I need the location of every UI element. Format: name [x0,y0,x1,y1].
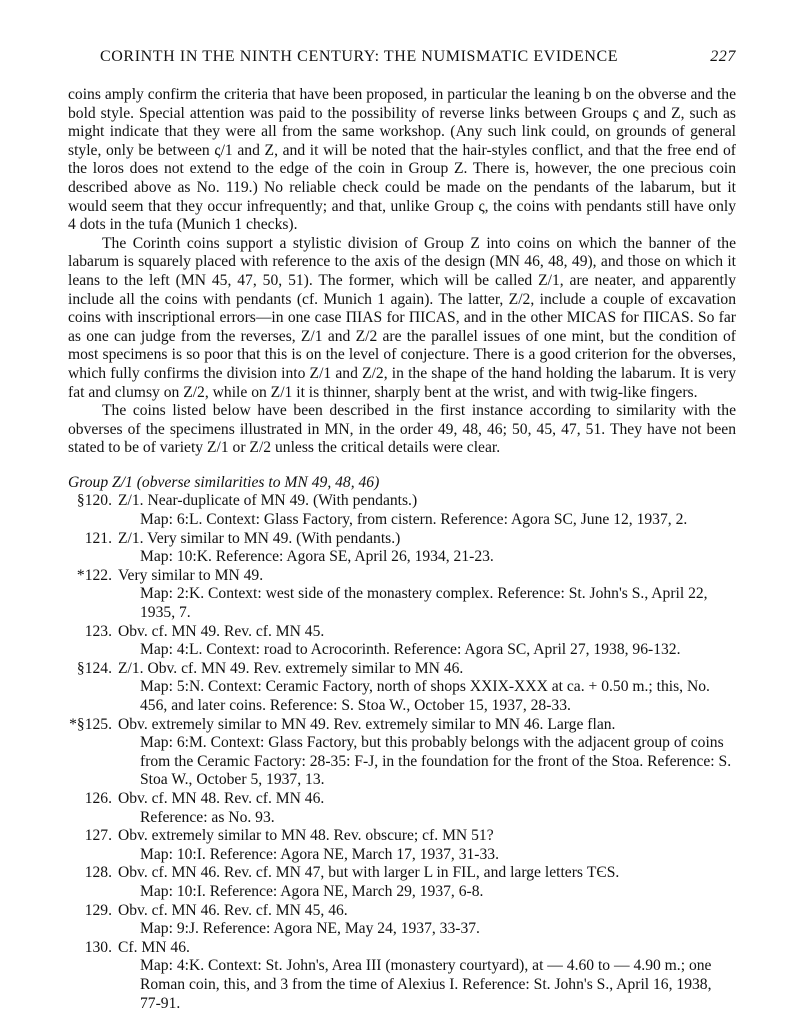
coin-entry [68,716,736,790]
coin-entry [68,790,736,827]
entry-number: 123. [84,622,112,640]
paragraph: coins amply confirm the criteria that have been proposed, in particular the leaning b on the obverse and the bold style. Special attention was paid to the possibility of reverse links between Groups ς and Z, such as might indicate that they were all from the same workshop. (Any such link could, on grounds of general style, only be between ς/1 and Z, and it will be noted that the hair-styles conflict, and that the free end of the loros does not extend to the edge of the coin in Group Z. There is, however, the one precious coin described above as No. 119.) No reliable check could be made on the pendants of the labarum, but it would seem that they occur infrequently; and that, unlike Group ς, the coins with pendants still have only 4 dots in the tufa (Munich 1 checks). [68,86,736,234]
entry-details: Map: 6:M. Context: Glass Factory, but this probably belongs with the adjacent group of coins from the Ceramic Factory: 28-35: F-J, in the foundation for the front of the Stoa. Reference: S. Stoa W., October 5, 1937, 13. [140,734,732,789]
entry-number: 128. [84,864,112,882]
page-number: 227 [710,48,736,65]
paragraph: The Corinth coins support a stylistic division of Group Z into coins on which the banner of the labarum is squarely placed with reference to the axis of the design (MN 46, 48, 49), and those on which it leans to the left (MN 45, 47, 50, 51). The former, which will be called Z/1, are neater, and apparently include all the coins with pendants (cf. Munich 1 again). The latter, Z/2, include a couple of excavation coins with inscriptional errors—in one case ПIAS for ПICAS, and in the other MICAS for ПICAS. So far as one can judge from the reverses, Z/1 and Z/2 are the parallel issues of one mint, but the condition of most specimens is so poor that this is on the level of conjecture. There is a good criterion for the obverses, which fully confirms the division into Z/1 and Z/2, in the shape of the hand holding the labarum. It is very fat and clumsy on Z/2, while on Z/1 it is thinner, sharply bent at the wrist, and with twig-like fingers. [68,234,736,401]
coin-entry-list [68,492,736,1013]
running-title: CORINTH IN THE NINTH CENTURY: THE NUMISMATIC EVIDENCE [100,48,619,65]
entry-number: 121. [84,529,112,547]
coin-entry [68,492,736,529]
coin-entry [68,530,736,567]
entry-number: §124. [76,659,112,677]
entry-description: Obv. cf. MN 46. Rev. cf. MN 45, 46. [118,901,348,919]
entry-number: 129. [84,901,112,919]
entry-description: Z/1. Obv. cf. MN 49. Rev. extremely similar to MN 46. [118,659,464,677]
entry-description: Obv. cf. MN 48. Rev. cf. MN 46. [118,789,325,807]
entry-details: Map: 5:N. Context: Ceramic Factory, north of shops XXIX-XXX at ca. + 0.50 m.; this, No. 456, and later coins. Reference: S. Stoa W., October 15, 1937, 28-33. [140,678,710,714]
entry-description: Obv. extremely similar to MN 48. Rev. obscure; cf. MN 51? [118,827,494,845]
entry-description: Obv. cf. MN 46. Rev. cf. MN 47, but with larger L in FIL, and large letters ΤЄS. [118,864,620,882]
entry-description: Very similar to MN 49. [118,566,264,584]
coin-entry [68,902,736,939]
entry-details: Map: 2:K. Context: west side of the monastery complex. Reference: St. John's S., April 22, 1935, 7. [140,585,708,622]
entry-number: *§125. [69,715,112,733]
coin-entry [68,567,736,623]
entry-description: Obv. cf. MN 49. Rev. cf. MN 45. [118,622,325,640]
coin-entry [68,864,736,901]
entry-details: Map: 4:L. Context: road to Acrocorinth. Reference: Agora SC, April 27, 1938, 96-132. [140,641,681,659]
entry-details: Map: 10:I. Reference: Agora NE, March 17, 1937, 31-33. [140,845,499,863]
entry-details: Map: 10:K. Reference: Agora SE, April 26, 1934, 21-23. [140,548,494,566]
entry-details: Map: 6:L. Context: Glass Factory, from cistern. Reference: Agora SC, June 12, 1937, 2. [140,511,688,529]
coin-entry [68,660,736,716]
article-body [68,86,736,1013]
entry-number: §120. [76,492,112,510]
entry-number: 130. [84,938,112,956]
entry-description: Z/1. Very similar to MN 49. (With pendants.) [118,529,401,547]
group-heading: Group Z/1 (obverse similarities to MN 49, 48, 46) [68,473,380,491]
coin-entry [68,827,736,864]
entry-number: *122. [76,566,112,584]
entry-details: Map: 10:I. Reference: Agora NE, March 29, 1937, 6-8. [140,882,484,900]
paragraph: The coins listed below have been described in the first instance according to similarity with the obverses of the specimens illustrated in MN, in the order 49, 48, 46; 50, 45, 47, 51. They have not been stated to be of variety Z/1 or Z/2 unless the critical details were clear. [68,402,736,457]
entry-description: Obv. extremely similar to MN 49. Rev. extremely similar to MN 46. Large flan. [118,715,616,733]
coin-entry [68,939,736,1013]
coin-entry [68,623,736,660]
entry-details: Reference: as No. 93. [140,808,275,826]
entry-description: Cf. MN 46. [118,938,190,956]
entry-number: 126. [84,789,112,807]
entry-description: Z/1. Near-duplicate of MN 49. (With pendants.) [118,492,418,510]
entry-details: Map: 4:K. Context: St. John's, Area III (monastery courtyard), at — 4.60 to — 4.90 m.; one Roman coin, this, and 3 from the time of Alexius I. Reference: St. John's S., April 16, 1938, 77-91. [140,957,712,1012]
entry-number: 127. [84,827,112,845]
entry-details: Map: 9:J. Reference: Agora NE, May 24, 1937, 33-37. [140,920,480,938]
